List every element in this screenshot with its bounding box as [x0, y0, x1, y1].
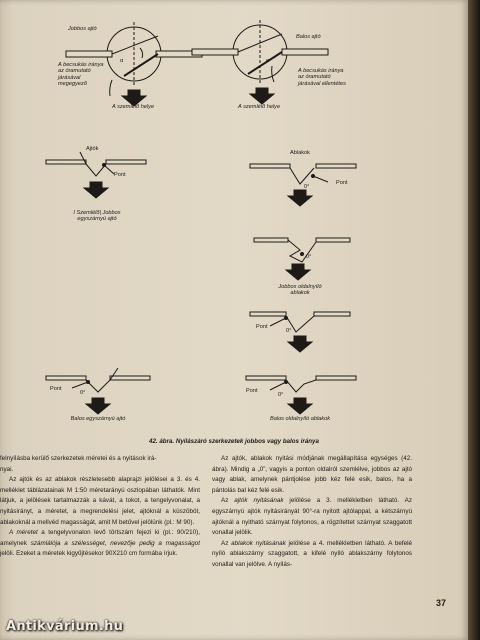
door-left-direction: A becsukás iránya az óramutató járásával ellentétes — [298, 68, 346, 87]
left-p3-em: A méretet — [9, 529, 38, 537]
left-paragraph-2: Az ajtók és az ablakok részletesebb alaprajzi jelölései a 3. és 4. melléklet táblázatainak M 1:50 méretarányú oszlopában láthatók. Mint látjuk, a jelölések tartalmazzák a kávát, a tokot, a tengelyvonalat, a nyitásirányt, a méretet, a megrendelési jelet, ajtóknál a küszöböt, ablakoknál a mellvéd magasságát, amit M betűvel jelölünk (pl.: M 90). — [0, 476, 200, 526]
left-p3-b: jelöli. Ezeket a méretek kigyűjtésekor 90X210 cm formába írjuk. — [0, 550, 178, 558]
door-left-alpha: α — [266, 58, 270, 64]
right-p3-b: jelölése a 4. mellékletben látható. A befelé nyíló ablakszárny szaggatott, a kifelé nyíló ablakszárny folytonos vonallal van jelölve. A nyílás- — [212, 539, 412, 568]
right-paragraph-3 — [212, 539, 412, 571]
single-door-name: I Szemlélő| Jobbos egyszárnyú ajtó — [73, 210, 121, 223]
windows-heading: Ablakok — [290, 150, 310, 156]
right-column — [212, 454, 412, 571]
door-left-viewer: A szemlélő helye — [238, 104, 281, 110]
right-paragraph-2 — [212, 496, 412, 538]
single-door-point: Pont — [114, 172, 126, 178]
single-door-plan — [46, 152, 146, 176]
door-right-alpha: α — [120, 58, 124, 64]
door-right-title: Jobbos ajtó — [68, 26, 97, 32]
window3-angle: 0° — [286, 328, 292, 334]
window2-angle: 0° — [306, 254, 312, 260]
door-right-direction: A becsukás iránya az óramutató járásával megegyező — [58, 62, 104, 88]
viewer-arrow-3 — [84, 182, 108, 198]
left-line-2: nyai. — [0, 465, 14, 473]
right-p3-a: Az — [221, 539, 232, 547]
door-right-viewer: A szemlélő helye — [112, 104, 155, 110]
left-paragraph-3 — [0, 528, 200, 560]
window4-angle: 0° — [278, 392, 284, 398]
window1-angle: 0° — [304, 184, 310, 190]
left-p3-em2: számlálója a szélességet, nevezője pedig a magasságot — [30, 539, 200, 547]
window3-point: Pont — [256, 324, 268, 330]
viewer-arrow-5 — [286, 264, 310, 280]
right-p2-b: jelölése a 3. mellékletben látható. Az egyszárnyú ajtók nyitásirányát 90°-ra nyitott ajtólappal, a kétszárnyú ajtóknál a nyitható szárnyat folytonos, a rögzítettet szárnyat szaggatott vonallal jelölik. — [212, 497, 412, 537]
right-p2-a: Az — [221, 497, 235, 505]
left-column — [0, 454, 200, 560]
doors-heading: Ajtók — [86, 146, 99, 152]
left-p3-a: a tengelyvonalon levő törtszám fejezi ki (pl.: 90/210), amelynek — [0, 529, 200, 547]
window4-point: Pont — [246, 388, 258, 394]
viewer-arrow-4 — [288, 190, 312, 206]
left-line-1: felnyílásba kerülő szerkezetek méretei és a nyitások irá- — [0, 455, 157, 462]
window2-name: Jobbos oldalnyíló ablakok — [278, 284, 322, 297]
watermark: Antikvárium.hu — [6, 619, 124, 634]
door-left-angle: 0° — [80, 390, 86, 396]
door-left-title: Balos ajtó — [296, 34, 321, 40]
door-left-point: Pont — [50, 386, 62, 392]
window-plan-4 — [246, 376, 356, 392]
page-number: 37 — [436, 598, 447, 608]
window4-name: Balos oldalnyíló ablakok — [269, 416, 330, 422]
right-paragraph-1: Az ajtók, ablakok nyitási módjának megállapítása egységes (42. ábra). Mindig a „0”, vagyis a ponton oldalról szemlélve, jobbos az ajtó vagy ablak, amelynek pántjolése jobb kéz felé esik, balos, ha a pántolás bal kéz felé esik. — [212, 455, 412, 494]
page-edge-shadow — [468, 0, 480, 640]
viewer-arrow-6 — [288, 336, 312, 352]
viewer-arrow-7 — [86, 398, 110, 414]
viewer-arrow-8 — [288, 398, 312, 414]
door-left-name: Balos egyszárnyú ajtó — [70, 416, 126, 422]
viewer-arrow-2 — [250, 88, 274, 104]
window-plan-2 — [254, 238, 350, 262]
figure-caption: 42. ábra. Nyílászáró szerkezetek jobbos vagy balos iránya — [149, 438, 319, 445]
right-p2-em: ajtók nyitásának — [234, 497, 284, 505]
window1-point: Pont — [336, 180, 348, 186]
right-p3-em: ablakok nyitásának — [231, 539, 286, 547]
